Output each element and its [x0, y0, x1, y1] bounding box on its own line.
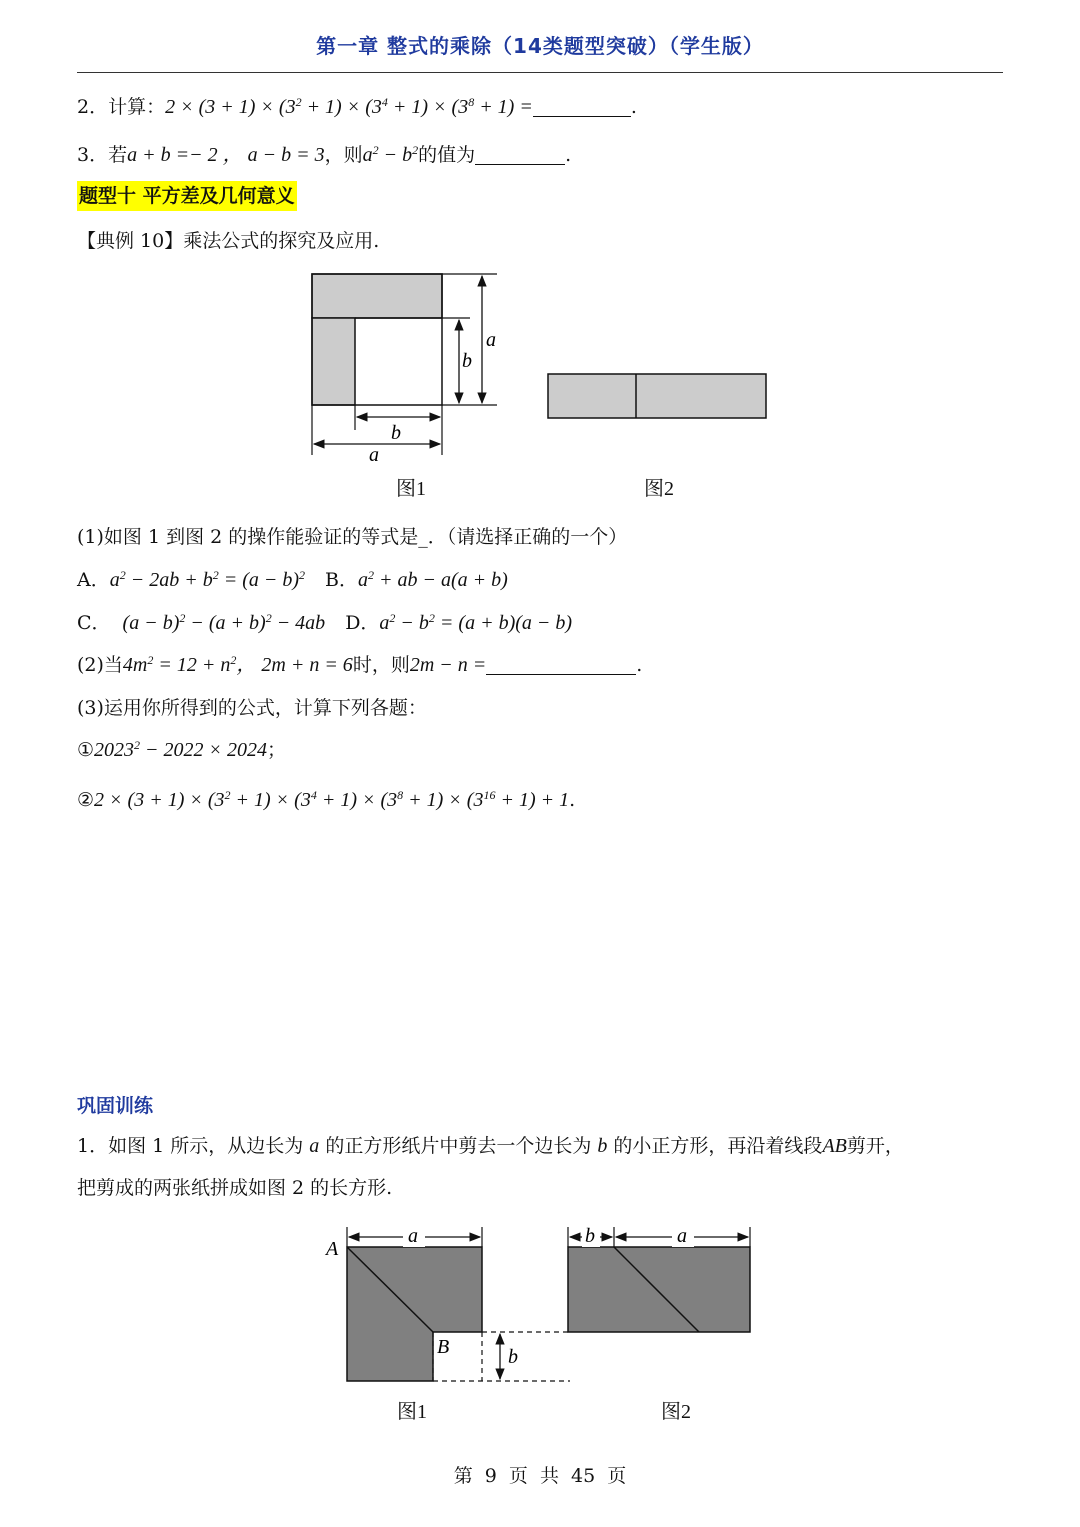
- q1-var-a: a: [309, 1135, 320, 1157]
- fig1-label-a-bottom: a: [369, 444, 379, 466]
- pf1-label-a: a: [408, 1225, 418, 1247]
- question-2: [77, 93, 637, 121]
- part-3-item-1: [77, 736, 286, 764]
- item-1-marker: ①: [77, 739, 95, 761]
- question-3-suffix: .: [565, 144, 572, 166]
- option-b-label: B．: [325, 569, 359, 591]
- question-3-condition: a + b =− 2 ， a − b = 3: [127, 144, 325, 166]
- header-divider: [77, 72, 1003, 73]
- answer-blank[interactable]: [533, 98, 631, 117]
- part-3-question: (3)运用你所得到的公式，计算下列各题：: [77, 697, 427, 719]
- practice-q1-line-2: 把剪成的两张纸拼成如图 2 的长方形.: [77, 1177, 393, 1199]
- assembled-rectangle: [568, 1247, 750, 1332]
- page-header-title: 第一章 整式的乘除（14类题型突破）（学生版）: [316, 34, 764, 58]
- item-1-suffix: ；: [267, 739, 287, 761]
- section-heading: 题型十 平方差及几何意义: [77, 181, 297, 211]
- figure-2-rectangle: [548, 374, 766, 418]
- option-c: $(a - b)^2 - (a + b)^2 - 4ab$: [122, 611, 326, 634]
- figure-bottom: [0, 1215, 1080, 1395]
- figure-caption-1: 图1: [396, 478, 426, 500]
- pf1-label-b: b: [508, 1346, 518, 1368]
- part-2-suffix: .: [636, 654, 643, 676]
- figure-1-square-minus-square: [312, 274, 497, 466]
- example-title: 【典例 10】乘法公式的探究及应用.: [77, 230, 380, 252]
- q1-var-ab: AB: [822, 1135, 847, 1157]
- question-3-mid: ，则: [324, 144, 363, 166]
- figure-caption-2: 图2: [644, 478, 674, 500]
- q1-text-2: 的正方形纸片中剪去一个边长为: [319, 1135, 598, 1157]
- part-2-condition: $4m^2 = 12 + n^2$， 2m + n = 6: [122, 653, 353, 676]
- practice-figure-1: [324, 1225, 570, 1381]
- practice-figure-caption-1: 图1: [397, 1401, 427, 1423]
- fig1-label-a-right: a: [486, 329, 496, 351]
- part-2-question: [77, 651, 642, 679]
- option-c-label: C．: [77, 612, 111, 634]
- practice-q1-line-1: [77, 1132, 904, 1160]
- question-2-suffix: .: [630, 96, 637, 118]
- fig1-label-b-bottom: b: [391, 422, 401, 444]
- question-3: [77, 141, 571, 169]
- option-a-label: A．: [77, 569, 110, 591]
- long-rectangle: [548, 374, 766, 418]
- practice-title: 巩固训练: [77, 1095, 154, 1117]
- question-3-prefix: 3．若: [77, 144, 128, 166]
- q1-text-3: 的小正方形，再沿着线段: [607, 1135, 823, 1157]
- part-2-expression: 2m − n =: [409, 654, 487, 676]
- pf2-label-b: b: [585, 1225, 595, 1247]
- pf1-label-A: A: [326, 1238, 339, 1260]
- question-2-expression: $2 \times (3 + 1) \times (3^2 + 1) \times (3^4 + 1) \times (3^8 + 1)$ =: [165, 95, 533, 118]
- item-2-suffix: .: [569, 789, 576, 811]
- options-c-d: [77, 609, 572, 637]
- page-footer: 第 9 页 共 45 页: [453, 1465, 627, 1487]
- option-b: $a^2$ + ab − a(a + b): [358, 568, 508, 591]
- part-2-prefix: (2)当: [77, 654, 123, 676]
- question-3-tail: 的值为: [418, 144, 476, 166]
- answer-blank[interactable]: [486, 656, 636, 675]
- answer-blank[interactable]: [475, 146, 565, 165]
- option-d-label: D．: [345, 612, 380, 634]
- part-1-question: (1)如图 1 到图 2 的操作能验证的等式是_．（请选择正确的一个）: [77, 526, 628, 548]
- item-2-expression: $2 \times (3 + 1) \times (3^2 + 1) \times (3^4 + 1) \times (3^8 + 1) \times (3^{16} + 1) + 1$: [94, 788, 570, 811]
- pf1-label-B: B: [437, 1336, 450, 1358]
- practice-figure-caption-2: 图2: [661, 1401, 691, 1423]
- top-strip: [312, 274, 442, 318]
- item-2-marker: ②: [77, 789, 95, 811]
- pf2-label-a: a: [677, 1225, 687, 1247]
- question-2-prefix: 2．计算：: [77, 96, 166, 118]
- fig1-label-b-right: b: [462, 350, 472, 372]
- item-1-expression: $2023^2 - 2022 \times 2024$: [94, 738, 268, 761]
- option-d: $a^2 - b^2 = (a + b)(a - b)$: [379, 611, 573, 634]
- q1-text-4: 剪开，: [846, 1135, 904, 1157]
- part-2-mid: 时，则: [352, 654, 410, 676]
- q1-var-b: b: [597, 1135, 608, 1157]
- options-a-b: [77, 566, 508, 594]
- left-strip: [312, 318, 355, 405]
- part-3-item-2: [77, 786, 575, 814]
- option-a: $a^2 - 2ab + b^2 = (a - b)^2$: [109, 568, 306, 591]
- figure-top: [0, 260, 1080, 505]
- q1-text-1: 1．如图 1 所示，从边长为: [77, 1135, 310, 1157]
- practice-figure-2: [568, 1225, 750, 1332]
- question-3-expression: $a^2 - b^2$: [362, 143, 419, 166]
